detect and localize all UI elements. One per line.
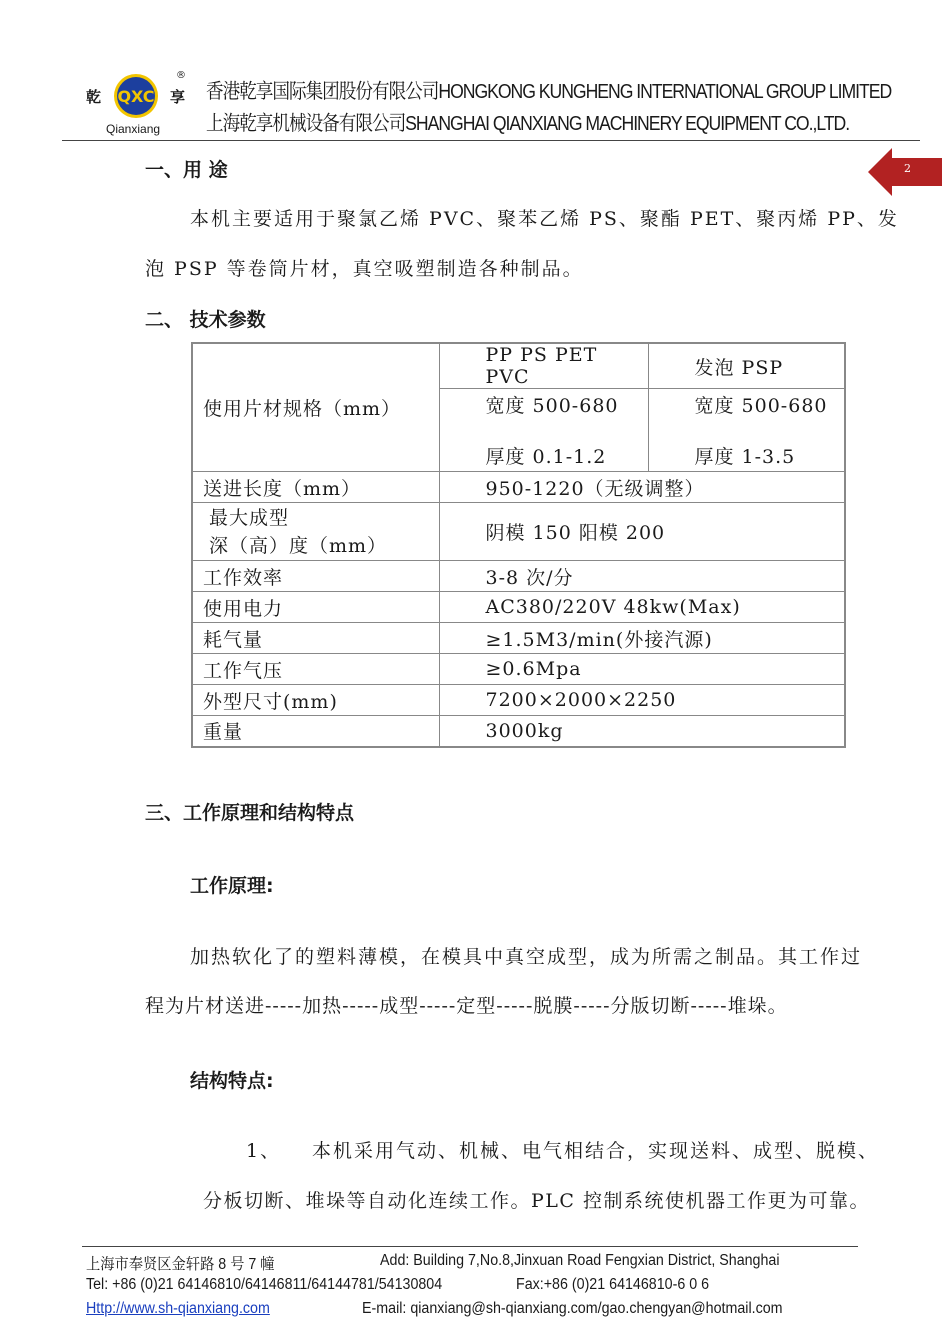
table-row (192, 623, 845, 654)
table-cell-label: 送进长度（mm） (192, 472, 439, 503)
table-cell-label: 重量 (192, 716, 439, 747)
footer-fax: Fax:+86 (0)21 64146810-6 0 6 (516, 1276, 710, 1293)
table-row (192, 561, 845, 592)
company-name-shanghai: 上海乾享机械设备有限公司SHANGHAI QIANXIANG MACHINERY EQUIPMENT CO.,LTD. (206, 112, 850, 135)
section-2-title: 二、 技术参数 (145, 309, 266, 331)
table-cell-value: 7200×2000×2250 (439, 685, 845, 716)
page-number-arrow (868, 148, 942, 196)
footer-website (86, 1300, 270, 1318)
feature-line-2: 分板切断、堆垛等自动化连续工作。PLC 控制系统使机器工作更为可靠。 (203, 1190, 870, 1212)
table-cell-label (192, 503, 439, 561)
table-cell-value: 宽度 500-680 (439, 389, 648, 427)
table-cell-label-line: 最大成型 (209, 506, 290, 529)
table-cell-label: 外型尺寸(mm) (192, 685, 439, 716)
table-cell-value: 阴模 150 阳模 200 (439, 503, 845, 561)
footer-email: E-mail: qianxiang@sh-qianxiang.com/gao.chengyan@hotmail.com (362, 1300, 783, 1317)
table-cell-value: 950-1220（无级调整） (439, 472, 845, 503)
table-cell-value: ≥0.6Mpa (439, 654, 845, 685)
working-principle-title: 工作原理: (190, 875, 274, 897)
logo-char-left: 乾 (86, 88, 102, 106)
section-1-body-line-2: 泡 PSP 等卷筒片材，真空吸塑制造各种制品。 (145, 258, 584, 280)
footer-address-cn: 上海市奉贤区金轩路 8 号 7 幢 (86, 1256, 275, 1273)
table-cell-label: 耗气量 (192, 623, 439, 654)
table-cell-header: PP PS PET PVC (439, 343, 648, 389)
logo-char-right: 享 (170, 88, 186, 106)
table-cell-value: ≥1.5M3/min(外接汽源) (439, 623, 845, 654)
table-cell-value: 3-8 次/分 (439, 561, 845, 592)
structure-features-title: 结构特点: (190, 1070, 274, 1092)
section-3-title: 三、工作原理和结构特点 (145, 802, 355, 824)
working-principle-line-1: 加热软化了的塑料薄模，在模具中真空成型，成为所需之制品。其工作过 (190, 946, 863, 968)
website-link[interactable]: Http://www.sh-qianxiang.com (86, 1300, 270, 1317)
table-cell-label: 工作效率 (192, 561, 439, 592)
table-row (192, 592, 845, 623)
table-cell-label: 使用片材规格（mm） (192, 343, 439, 472)
footer-tel: Tel: +86 (0)21 64146810/64146811/64144781/54130804 (86, 1276, 443, 1293)
table-cell-value: 宽度 500-680 (648, 389, 845, 427)
table-cell-value: 厚度 1-3.5 (648, 427, 845, 472)
logo-name: Qianxiang (106, 122, 161, 136)
table-cell-label: 使用电力 (192, 592, 439, 623)
table-cell-label-line: 深（高）度（mm） (209, 534, 388, 557)
table-row (192, 343, 845, 389)
table-row (192, 472, 845, 503)
table-cell-label: 工作气压 (192, 654, 439, 685)
feature-number: 1、 (246, 1140, 282, 1162)
table-cell-value: AC380/220V 48kw(Max) (439, 592, 845, 623)
header-divider (62, 140, 920, 141)
table-row (192, 654, 845, 685)
page-number: 2 (904, 162, 911, 175)
table-cell-value: 厚度 0.1-1.2 (439, 427, 648, 472)
table-cell-header: 发泡 PSP (648, 343, 845, 389)
feature-line-1: 本机采用气动、机械、电气相结合，实现送料、成型、脱模、 (312, 1140, 880, 1162)
company-name-hongkong: 香港乾享国际集团股份有限公司HONGKONG KUNGHENG INTERNATIONAL GROUP LIMITED (206, 80, 892, 103)
logo-mark: QXC (117, 87, 155, 106)
footer-divider (82, 1246, 858, 1247)
working-principle-line-2: 程为片材送进-----加热-----成型-----定型-----脱膜-----分版切断-----堆垛。 (145, 995, 788, 1017)
table-row (192, 685, 845, 716)
spec-table (191, 342, 846, 748)
registered-mark: ® (176, 70, 186, 81)
footer-address-en: Add: Building 7,No.8,Jinxuan Road Fengxian District, Shanghai (380, 1252, 780, 1269)
table-row (192, 716, 845, 747)
section-1-title: 一、用 途 (145, 159, 228, 181)
section-1-body-line-1: 本机主要适用于聚氯乙烯 PVC、聚苯乙烯 PS、聚酯 PET、聚丙烯 PP、发 (190, 208, 899, 230)
table-cell-value: 3000kg (439, 716, 845, 747)
table-row (192, 503, 845, 561)
